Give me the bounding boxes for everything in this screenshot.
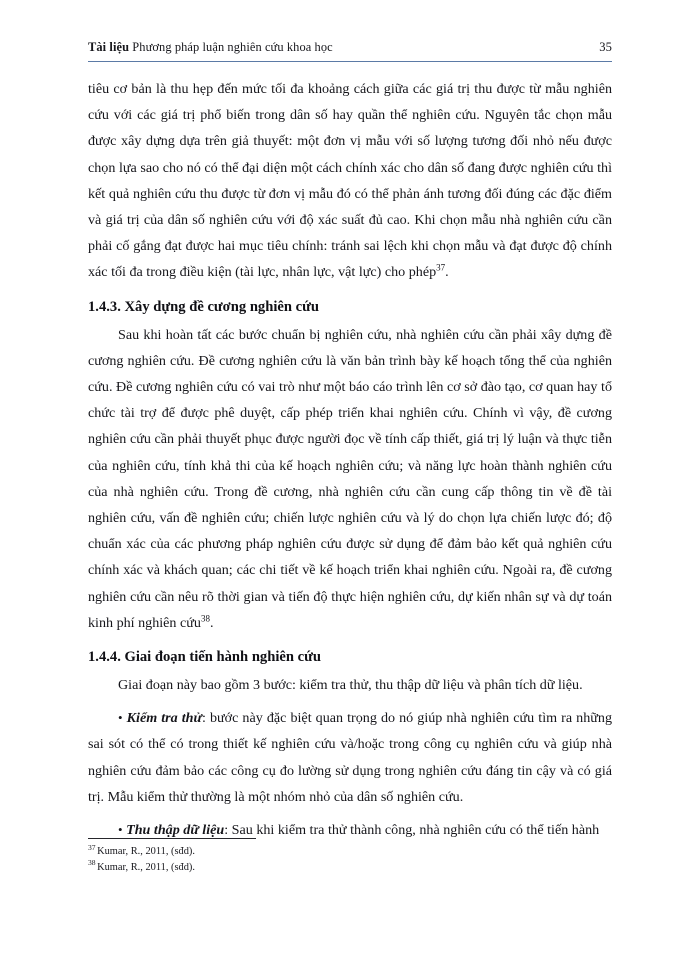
- header-doc-label: Tài liệu: [88, 40, 130, 54]
- footnote-37: [88, 844, 612, 860]
- paragraph-1-4-3-tail: .: [209, 614, 214, 631]
- footnote-37-text: Kumar, R., 2011, (sđd).: [97, 846, 195, 857]
- bullet-text-thu-thap-du-lieu: : Sau khi kiểm tra thử thành công, nhà nghiên cứu có thể tiến hành: [224, 822, 600, 839]
- footnote-ref-37[interactable]: 37: [436, 262, 446, 273]
- heading-1-4-3: 1.4.3. Xây dựng đề cương nghiên cứu: [88, 298, 319, 315]
- body-text: [88, 76, 612, 843]
- footnote-38-number: 38: [88, 858, 96, 868]
- footnote-38: [88, 860, 612, 876]
- footnote-separator-rule: [88, 838, 256, 839]
- header-title-group: [88, 40, 333, 55]
- bullet-lead-thu-thap-du-lieu: Thu thập dữ liệu: [126, 822, 225, 839]
- header-rule: [88, 61, 612, 62]
- bullet-marker-icon: •: [118, 710, 123, 726]
- header-doc-title: Phương pháp luận nghiên cứu khoa học: [132, 40, 333, 54]
- bullet-text-kiem-tra-thu: : bước này đặc biệt quan trọng do nó giúp nhà nghiên cứu tìm ra những sai sót có thể có trong thiết kế nghiên cứu và/hoặc trong công cụ nghiên cứu và giúp nhà nghiên cứu đảm bảo các công cụ đo lường sử dụng trong nghiên cứu đáng tin cậy và có giá trị. Mẫu kiểm thử thường là một nhóm nhỏ của dân số nghiên cứu.: [88, 710, 612, 805]
- page-number: 35: [599, 40, 612, 54]
- paragraph-continued-text: tiêu cơ bản là thu hẹp đến mức tối đa khoảng cách giữa các giá trị thu được từ mẫu nghiên cứu với các giá trị phổ biến trong dân số hay quần thể nghiên cứu. Nguyên tắc chọn mẫu được xây dựng dựa trên giả thuyết: một đơn vị mẫu với số lượng tương đối nhỏ nếu được chọn lựa sao cho nó có thể đại diện một cách chính xác cho dân số đang được nghiên cứu thì kết quả nghiên cứu thu được từ đơn vị mẫu đó có thể phản ánh tương đối đúng các đặc điểm và giá trị của dân số nghiên cứu với độ xác suất đủ cao. Khi chọn mẫu nhà nghiên cứu cần phải cố gắng đạt được hai mục tiêu chính: tránh sai lệch khi chọn mẫu và đạt được độ chính xác tối đa trong điều kiện (tài lực, nhân lực, vật lực) cho phép: [88, 81, 612, 281]
- footnote-37-number: 37: [88, 842, 96, 852]
- bullet-marker-icon: •: [118, 822, 123, 838]
- bullet-item-kiem-tra-thu: [88, 705, 612, 810]
- running-header: [88, 40, 612, 55]
- footnote-38-text: Kumar, R., 2011, (sđd).: [97, 861, 195, 873]
- heading-1-4-4: 1.4.4. Giai đoạn tiến hành nghiên cứu: [88, 649, 321, 666]
- paragraph-continued-tail: .: [445, 264, 449, 281]
- paragraph-1-4-4-intro: Giai đoạn này bao gồm 3 bước: kiểm tra thử, thu thập dữ liệu và phân tích dữ liệu.: [118, 677, 583, 694]
- page-content: [88, 40, 612, 843]
- footnote-ref-38[interactable]: 38: [200, 613, 210, 624]
- paragraph-1-4-3: [88, 322, 612, 636]
- footnote-area: [88, 838, 612, 875]
- bullet-lead-kiem-tra-thu: Kiểm tra thử: [126, 710, 202, 727]
- paragraph-continued: [88, 76, 612, 286]
- paragraph-1-4-3-text: Sau khi hoàn tất các bước chuẩn bị nghiên cứu, nhà nghiên cứu cần phải xây dựng đề cương nghiên cứu. Đề cương nghiên cứu là văn bản trình bày kế hoạch tổng thể của nghiên cứu. Đề cương nghiên cứu có vai trò như một báo cáo trình lên cơ sở đào tạo, cơ quan hay tổ chức tài trợ để được phê duyệt, cấp phép triển khai nghiên cứu. Chính vì vậy, đề cương nghiên cứu cần phải thuyết phục được người đọc về tính cấp thiết, giá trị lý luận và thực tiễn của nghiên cứu, tính khả thi của kế hoạch nghiên cứu; và năng lực hoàn thành nghiên cứu của nhà nghiên cứu. Trong đề cương, nhà nghiên cứu cần cung cấp thông tin về đề tài nghiên cứu, vấn đề nghiên cứu; chiến lược nghiên cứu và lý do chọn lựa chiến lược đó; độ chuẩn xác của các phương pháp nghiên cứu được sử dụng để đảm bảo kết quả nghiên cứu chính xác và khách quan; các chi tiết về kế hoạch triển khai nghiên cứu. Ngoài ra, đề cương nghiên cứu cần nêu rõ thời gian và tiến độ thực hiện nghiên cứu, dự kiến nhân sự và dự toán kinh phí nghiên cứu: [88, 326, 612, 631]
